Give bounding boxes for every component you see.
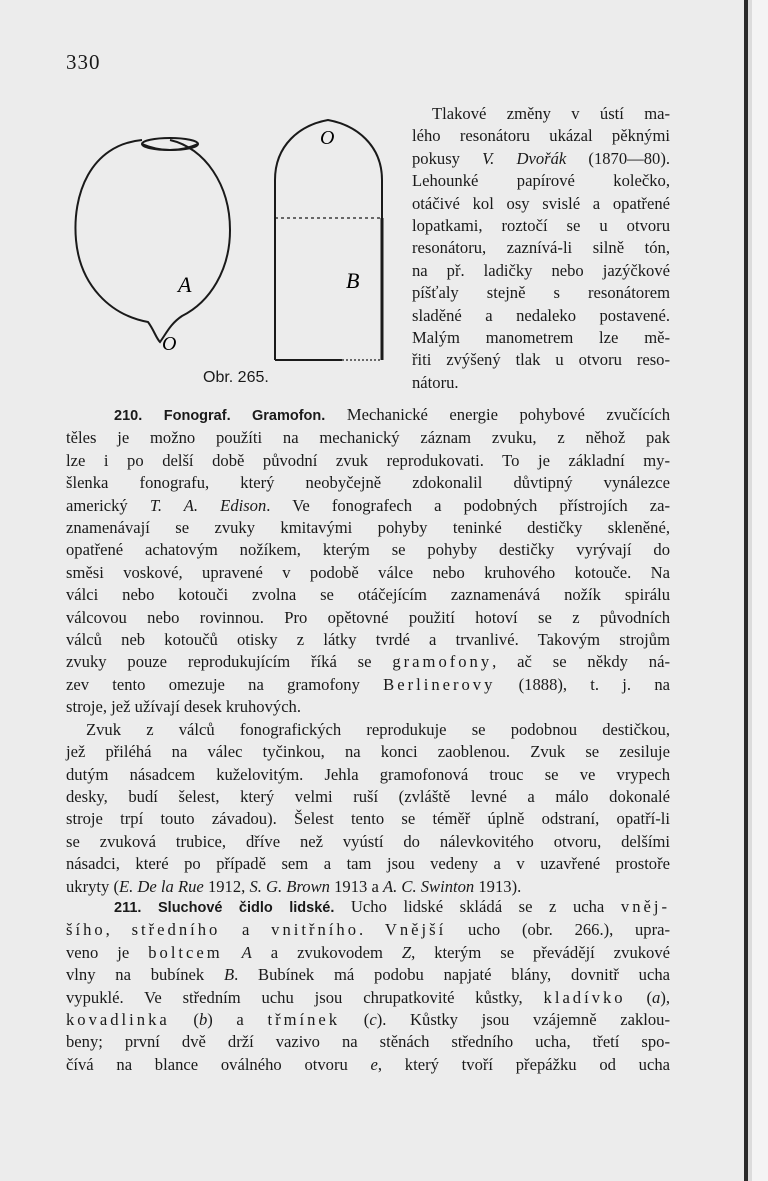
section-number: 210. bbox=[114, 408, 143, 424]
text-line: otáčivé kol osy svislé a opatřené bbox=[412, 193, 670, 213]
text-line: směsi voskové, upravené v podobě válce nebo kruhového kotouče. Na bbox=[66, 562, 670, 582]
section-heading-line: 211. Sluchové čidlo lidské. Ucho lidské skládá se z ucha vněj- bbox=[114, 897, 670, 916]
section-heading: Sluchové čidlo lidské. bbox=[158, 900, 335, 916]
label-o-bottom: O bbox=[162, 333, 177, 355]
text-line-part: V. Dvořák bbox=[482, 148, 567, 168]
text-line: zev tento omezuje na gramofony Berlinerovy (1888), t. j. na bbox=[66, 674, 670, 694]
label-o-top: O bbox=[320, 127, 335, 149]
text-line: zvuky pouze reprodukujícím říká se gramofony, ač se někdy ná- bbox=[66, 652, 670, 672]
text-line: násadci, které po případě sem a tam jsou vedeny a v uzavřené prostoře bbox=[66, 854, 670, 874]
side-paragraph bbox=[412, 103, 670, 394]
section-number: 211. bbox=[114, 900, 142, 916]
text-line: lopatkami, roztočí se u otvoru bbox=[412, 216, 670, 236]
text-line: těles je možno použíti na mechanický záznam zvuku, z něhož pak bbox=[66, 428, 670, 448]
text-line: na př. ladičky nebo jazýčkové bbox=[412, 260, 670, 280]
text-line: čívá na blance oválného otvoru e, který tvoří přepážku od ucha bbox=[66, 1054, 670, 1074]
text-line: píšťaly stejně s resonátorem bbox=[412, 283, 670, 303]
figure-caption: Obr. 265. bbox=[203, 369, 269, 386]
page-number: 330 bbox=[66, 50, 101, 74]
section-210 bbox=[66, 404, 670, 898]
text-line: opatřené achatovým nožíkem, kterým se pohyby destičky vyrývají do bbox=[66, 540, 670, 560]
text-line: válcovou nebo rovinnou. Pro opětovné použití hotoví se z původních bbox=[66, 607, 670, 627]
text-line: Zvuk z válců fonografických reprodukuje se podobnou destičkou, bbox=[86, 719, 670, 739]
text-line: desky, budí šelest, který velmi ruší (zvláště levné a málo dokonalé bbox=[66, 786, 670, 806]
text-line: ukryty (E. De la Rue 1912, S. G. Brown 1913 a A. C. Swinton 1913). bbox=[66, 876, 522, 896]
spherical-resonator bbox=[75, 138, 230, 342]
section-heading: Fonograf. Gramofon. bbox=[163, 408, 326, 424]
text-line: stroje trpí touto závadou). Šelest tento se téměř úplně odstraní, opatří-li bbox=[66, 809, 670, 829]
text-line: vlny na bubínek B. Bubínek má podobu napjaté blány, dovnitř ucha bbox=[66, 965, 670, 985]
text-line: pokusy V. Dvořák (1870—80). bbox=[412, 148, 671, 168]
text-line: válců neb kotoučů otisky z látky tvrdé a trvanlivé. Takovým strojům bbox=[66, 630, 670, 650]
label-b: B bbox=[346, 268, 360, 293]
text-line: Malým manometrem lze mě- bbox=[412, 328, 670, 348]
text-line: šího, středního a vnitřního. Vnější ucho (obr. 266.), upra- bbox=[66, 920, 671, 940]
text-line: Tlakové změny v ústí ma- bbox=[432, 104, 670, 123]
text-line: nátoru. bbox=[412, 372, 459, 392]
text-line: Lehounké papírové kolečko, bbox=[412, 171, 670, 191]
text-line: lého resonátoru ukázal pěknými bbox=[412, 126, 670, 146]
page-edge bbox=[752, 0, 768, 1181]
text-line: americký T. A. Edison. Ve fonografech a podobných přístrojích za- bbox=[66, 495, 670, 515]
text-line: Mechanické energie pohybové zvučících bbox=[346, 405, 670, 424]
section-211 bbox=[66, 896, 670, 1076]
text-line: stroje, jež užívají desek kruhových. bbox=[66, 697, 302, 717]
text-line: resonátoru, zaznívá-li silně tón, bbox=[412, 238, 670, 258]
text-line: řiti zvýšený tlak u otvoru reso- bbox=[412, 350, 670, 370]
text-line: se zvuková trubice, dříve než vyústí do nálevkovitého otvoru, delšími bbox=[66, 831, 670, 851]
figure-265 bbox=[70, 110, 400, 395]
text-line: vypuklé. Ve středním uchu jsou chrupatkovité kůstky, kladívko (a), bbox=[66, 987, 670, 1007]
text-line: veno je boltcem A a zvukovodem Z, kterým se převádějí zvukové bbox=[66, 942, 670, 962]
text-line: válci nebo kotouči zvolna se otáčejícím zaznamenává nožík spirálu bbox=[66, 585, 670, 605]
text-line: dutým násadcem kuželovitým. Jehla gramofonová trouc se ve vrypech bbox=[66, 764, 670, 784]
text-line: jež přiléhá na válec tyčinkou, na konci zaoblenou. Zvuk se zesiluje bbox=[66, 742, 670, 762]
text-line: šlenka fonografu, který neobyčejně zdokonalil důvtipný vynálezce bbox=[66, 473, 670, 493]
text-line: beny; první dvě drží vazivo na stěnách středního ucha, třetí spo- bbox=[66, 1032, 670, 1052]
text-line: sladěné a nedaleko postavené. bbox=[412, 305, 670, 325]
section-heading-line bbox=[66, 404, 670, 427]
text-line: lze i po delší době původní zvuk reprodukovati. To je základní my- bbox=[66, 450, 670, 470]
label-a: A bbox=[178, 272, 192, 297]
text-line: kovadlinka (b) a třmínek (c). Kůstky jsou vzájemně zaklou- bbox=[66, 1010, 670, 1030]
text-line: znamenávají se zvuky kmitavými pohyby teninké destičky skleněné, bbox=[66, 518, 670, 538]
cylindrical-resonator bbox=[275, 120, 382, 360]
resonator-illustration bbox=[70, 110, 400, 395]
